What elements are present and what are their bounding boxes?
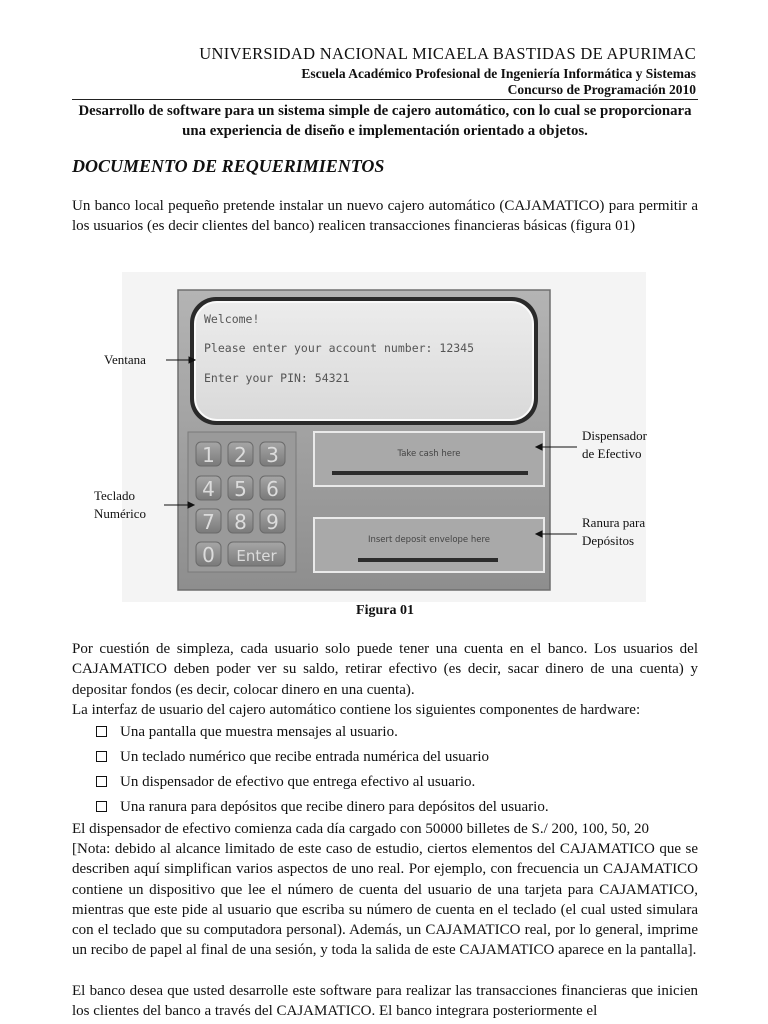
key-8 <box>228 509 253 534</box>
key-5 <box>228 476 253 501</box>
screen-line-welcome: Welcome! <box>204 312 260 326</box>
callout-numerico: Numérico <box>94 506 146 521</box>
key-4 <box>196 476 221 501</box>
checkbox-bullet-icon <box>96 751 107 762</box>
paragraph-hardware-intro: La interfaz de usuario del cajero automático contiene los siguientes componentes de hardware: <box>72 702 641 718</box>
deposit-slot <box>358 558 498 562</box>
svg-text:9: 9 <box>266 510 279 534</box>
list-item: Un dispensador de efectivo que entrega efectivo al usuario. <box>96 772 549 797</box>
cash-dispenser <box>314 432 544 486</box>
key-enter <box>228 542 285 566</box>
document-title: DOCUMENTO DE REQUERIMIENTOS <box>72 156 385 176</box>
deposit-slot-label: Insert deposit envelope here <box>367 535 491 545</box>
deposit-slot-panel <box>314 518 544 572</box>
atm-figure <box>72 272 698 602</box>
list-item: Un teclado numérico que recibe entrada numérica del usuario <box>96 747 549 772</box>
list-item: Una ranura para depósitos que recibe dinero para depósitos del usuario. <box>96 797 549 822</box>
callout-teclado: Teclado <box>94 488 135 503</box>
key-7 <box>196 509 221 534</box>
callout-efectivo: de Efectivo <box>582 446 642 461</box>
key-9 <box>260 509 285 534</box>
key-1 <box>196 442 221 467</box>
hardware-list <box>96 722 549 822</box>
cash-slot <box>332 471 528 475</box>
checkbox-bullet-icon <box>96 776 107 787</box>
header-rule <box>72 99 698 100</box>
key-6 <box>260 476 285 501</box>
intro-paragraph: Un banco local pequeño pretende instalar un nuevo cajero automático (CAJAMATICO) para permitir a los usuarios (es decir clientes del banco) realicen transacciones financieras básicas (figura 01) <box>72 198 698 235</box>
screen-line-pin: Enter your PIN: 54321 <box>204 371 350 385</box>
contest-name: Concurso de Programación 2010 <box>507 82 696 97</box>
svg-text:7: 7 <box>202 510 215 534</box>
paragraph-bank: El banco desea que usted desarrolle este software para realizar las transacciones financieras que inicien los clientes del banco a través del CAJAMATICO. El banco integrara posteriormente el <box>72 983 698 1020</box>
cash-slot-label: Take cash here <box>397 449 461 459</box>
callout-dispensador: Dispensador <box>582 428 647 443</box>
svg-text:6: 6 <box>266 477 279 501</box>
checkbox-bullet-icon <box>96 801 107 812</box>
document-subtitle: Desarrollo de software para un sistema simple de cajero automático, con lo cual se proporcionara una experiencia de diseño e implementación orientado a objetos. <box>78 103 692 139</box>
key-2 <box>228 442 253 467</box>
svg-text:0: 0 <box>202 543 215 567</box>
svg-text:Enter: Enter <box>236 547 277 565</box>
svg-text:4: 4 <box>202 477 215 501</box>
callout-ventana: Ventana <box>104 352 146 367</box>
svg-text:3: 3 <box>266 443 279 467</box>
checkbox-bullet-icon <box>96 726 107 737</box>
paragraph-accounts: Por cuestión de simpleza, cada usuario solo puede tener una cuenta en el banco. Los usuarios del CAJAMATICO deben poder ver su saldo, retirar efectivo (es decir, sacar dinero de una cuenta) y depositar fondos (es decir, colocar dinero en una cuenta). <box>72 641 698 698</box>
svg-text:1: 1 <box>202 443 215 467</box>
figure-caption: Figura 01 <box>356 603 414 618</box>
university-name: UNIVERSIDAD NACIONAL MICAELA BASTIDAS DE APURIMAC <box>199 44 696 63</box>
svg-text:2: 2 <box>234 443 247 467</box>
list-item: Una pantalla que muestra mensajes al usuario. <box>96 722 549 747</box>
svg-text:5: 5 <box>234 477 247 501</box>
school-name: Escuela Académico Profesional de Ingeniería Informática y Sistemas <box>301 66 696 81</box>
paragraph-note: [Nota: debido al alcance limitado de este caso de estudio, ciertos elementos del CAJAMATICO que se describen aquí simplifican varios aspectos de uno real. Por ejemplo, con frecuencia un CAJAMATICO contiene un dispositivo que lee el número de cuenta del usuario de una tarjeta para CAJAMATICO, mientras que este pide al usuario que escriba su número de cuenta en el teclado (el cual usted simulara con el teclado que su computadora personal). Además, un CAJAMATICO real, por lo general, imprime un recibo de papel al final de una sesión, y toda la salida de este CAJAMATICO aparece en la pantalla]. <box>72 841 698 959</box>
screen-line-account: Please enter your account number: 12345 <box>204 341 475 355</box>
callout-depositos: Depósitos <box>582 533 634 548</box>
key-0 <box>196 542 221 567</box>
key-3 <box>260 442 285 467</box>
paragraph-cash-dispenser: El dispensador de efectivo comienza cada día cargado con 50000 billetes de S./ 200, 100, 50, 20 <box>72 821 650 837</box>
callout-ranura: Ranura para <box>582 515 646 530</box>
svg-text:8: 8 <box>234 510 247 534</box>
